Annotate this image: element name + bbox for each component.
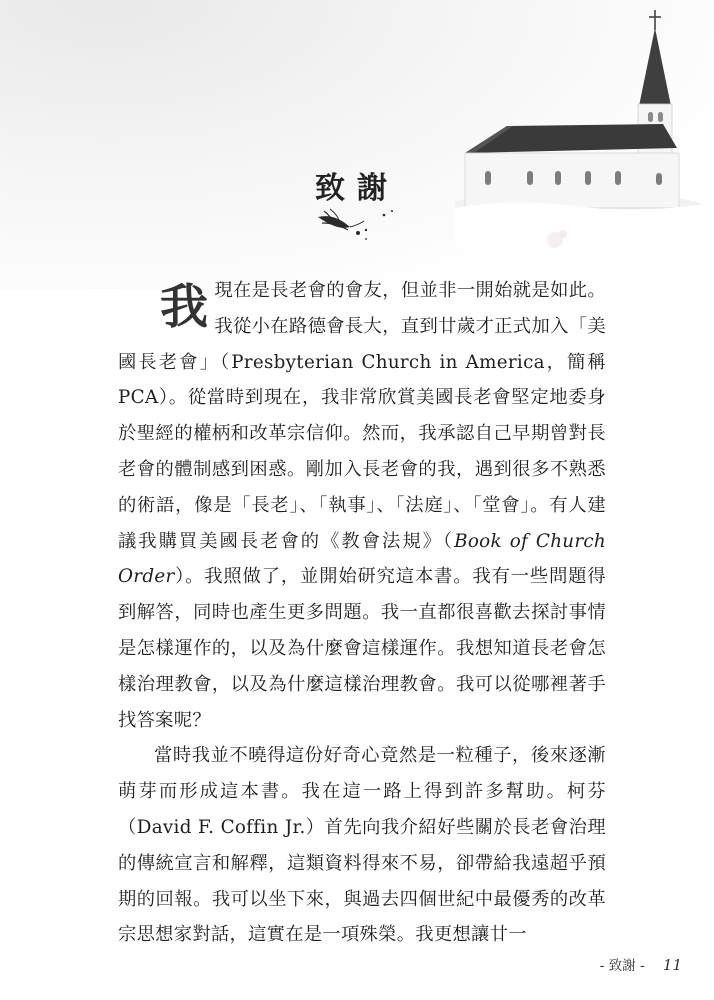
paragraph-1-text-b: ）。我照做了，並開始研究這本書。我有一些問題得到解答，同時也產生更多問題。我一直都很喜歡去探討事情是怎樣運作的，以及為什麼會這樣運作。我想知道長老會怎樣治理教會，以及為什麼這樣治理教會。我可以從哪裡著手找答案呢？ (118, 566, 606, 731)
drop-cap: 我 (160, 279, 209, 335)
page-footer (600, 954, 682, 974)
acknowledgement-text (118, 273, 606, 953)
paragraph-1-text-a: 現在是長老會的會友，但並非一開始就是如此。我從小在路德會長大，直到廿歲才正式加入「美國長老會」（Presbyterian Church in America，簡稱 PCA）。從當時到現在，我非常欣賞美國長老會堅定地委身於聖經的權柄和改革宗信仰。然而，我承認自己早期曾對長老會的體制感到困惑。剛加入長老會的我，遇到很多不熟悉的術語，像是「長老」、「執事」、「法庭」、「堂會」。有人建議我購買美國長老會的《教會法規》（ (118, 280, 606, 552)
paragraph-1 (118, 273, 606, 738)
page-number: 11 (662, 956, 682, 974)
church-illustration (455, 8, 705, 248)
leaf-flourish-icon (312, 203, 412, 253)
chapter-title: 致謝 (315, 171, 399, 206)
footer-section-label: - 致謝 - (599, 958, 645, 974)
paragraph-2: 當時我並不曉得這份好奇心竟然是一粒種子，後來逐漸萌芽而形成這本書。我在這一路上得到許多幫助。柯芬（David F. Coffin Jr.）首先向我介紹好些關於長老會治理的傳統宣言和解釋，這類資料得來不易，卻帶給我遠超乎預期的回報。我可以坐下來，與過去四個世紀中最優秀的改革宗思想家對話，這實在是一項殊榮。我更想讓廿一 (118, 745, 606, 946)
book-title-italic: Book of Church Order (118, 530, 606, 588)
